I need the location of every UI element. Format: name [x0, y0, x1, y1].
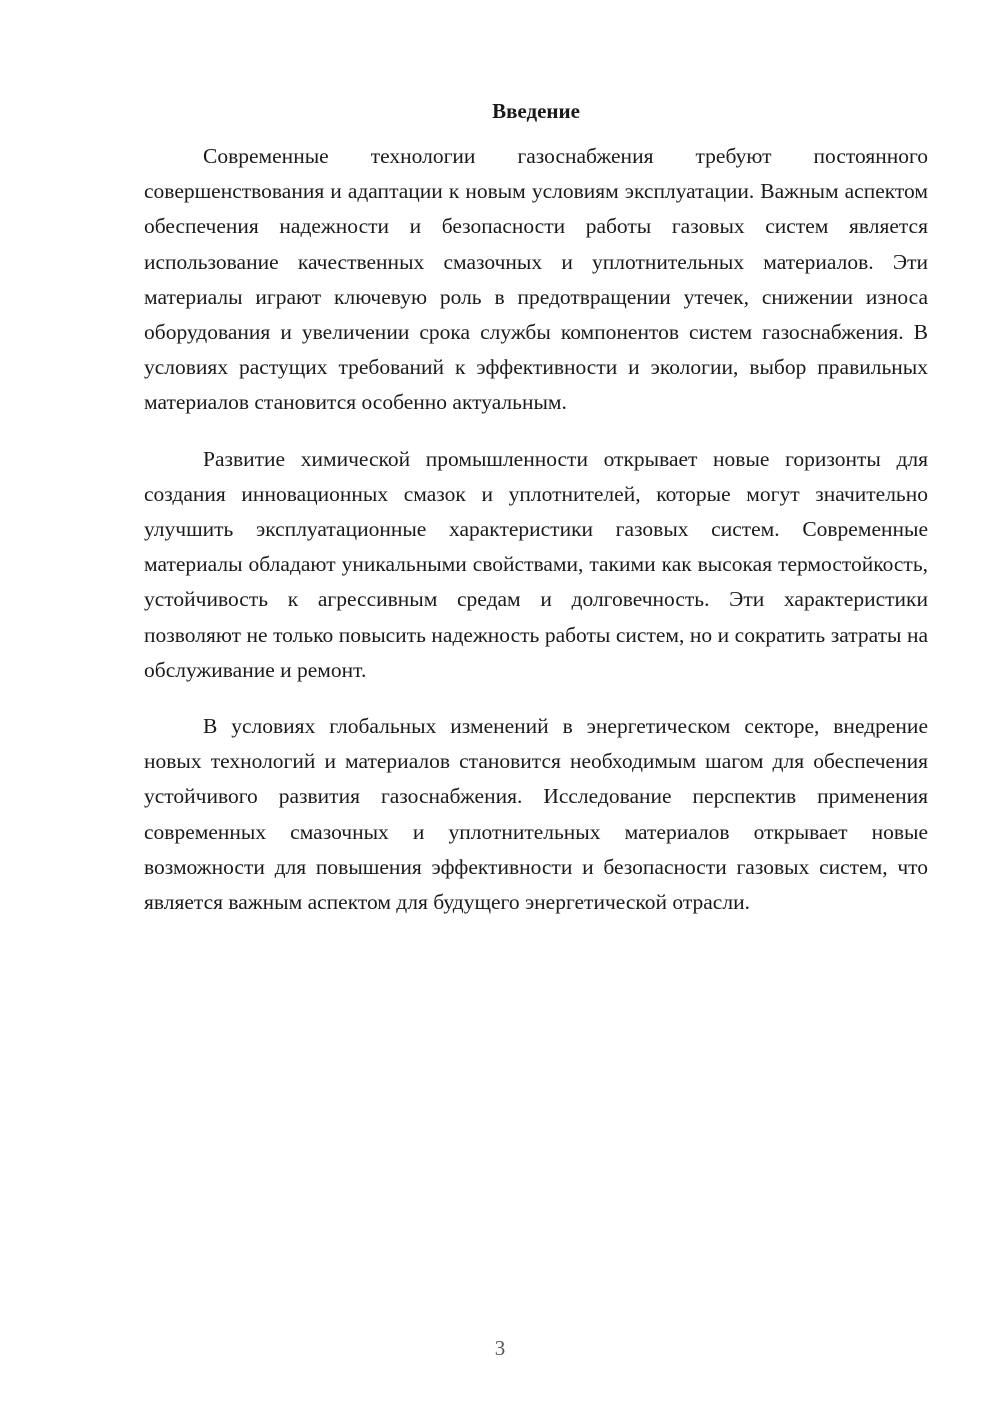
paragraph-3: В условиях глобальных изменений в энергетическом секторе, внедрение новых технологий и материалов становится необходимым шагом для обеспечения устойчивого развития газоснабжения. Исследование перспектив применения современных смазочных и уплотнительных материалов открывает новые возможности для повышения эффективности и безопасности газовых систем, что является важным аспектом для будущего энергетической отрасли.: [144, 714, 928, 915]
paragraph-1: Современные технологии газоснабжения требуют постоянного совершенствования и адаптации к новым условиям эксплуатации. Важным аспектом обеспечения надежности и безопасности работы газовых систем является использование качественных смазочных и уплотнительных материалов. Эти материалы играют ключевую роль в предотвращении утечек, снижении износа оборудования и увеличении срока службы компонентов систем газоснабжения. В условиях растущих требований к эффективности и экологии, выбор правильных материалов становится особенно актуальным.: [144, 144, 928, 415]
paragraph-2: Развитие химической промышленности открывает новые горизонты для создания инновационных смазок и уплотнителей, которые могут значительно улучшить эксплуатационные характеристики газовых систем. Современные материалы обладают уникальными свойствами, такими как высокая термостойкость, устойчивость к агрессивным средам и долговечность. Эти характеристики позволяют не только повысить надежность работы систем, но и сократить затраты на обслуживание и ремонт.: [144, 446, 928, 682]
section-title: Введение: [492, 99, 580, 123]
page-number: 3: [494, 1336, 506, 1360]
page-content: [144, 97, 928, 920]
